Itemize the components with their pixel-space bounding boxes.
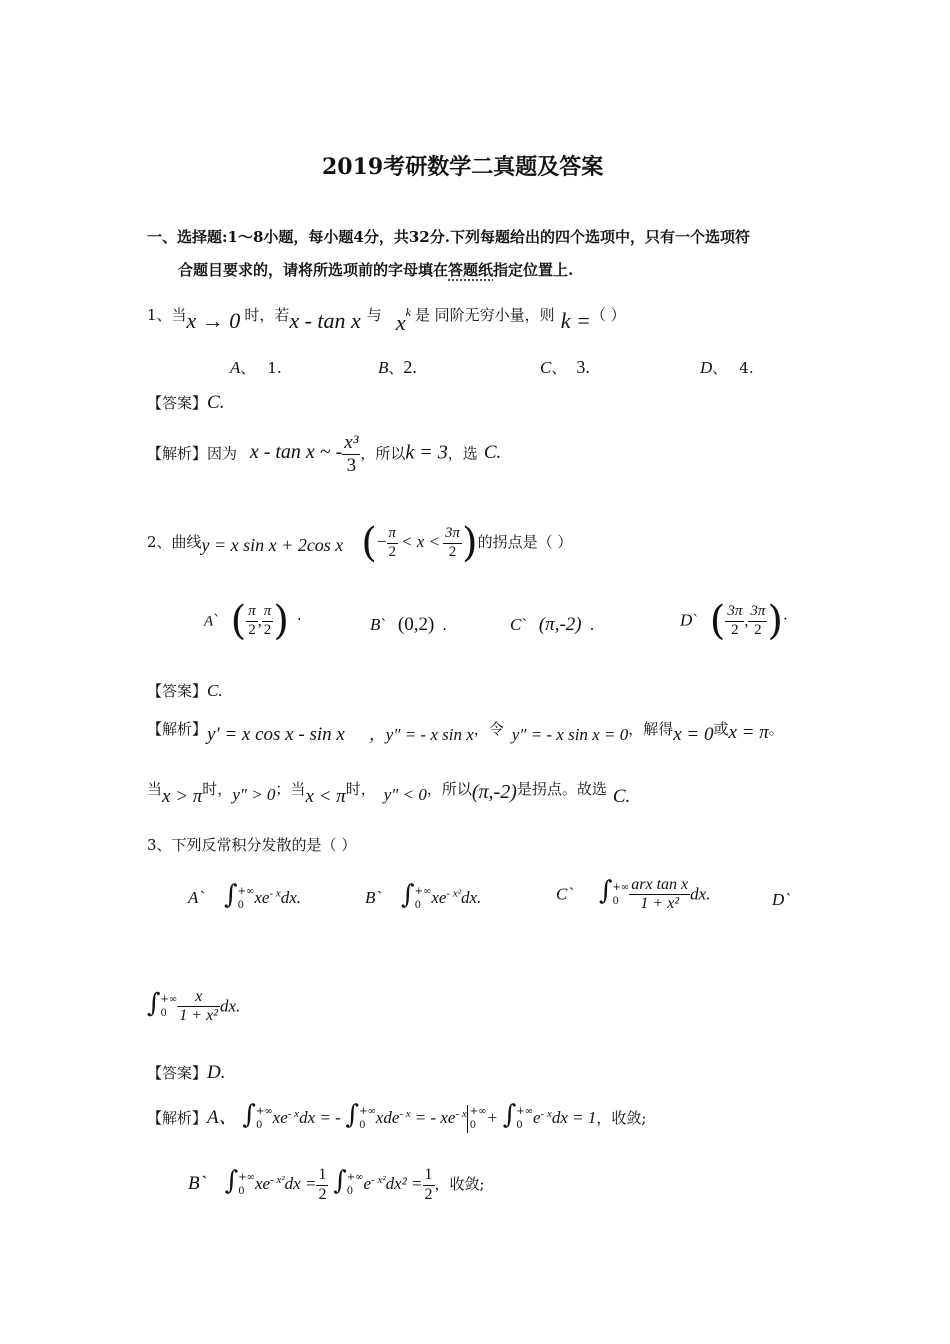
q3-analysis-b-num2: 1 bbox=[423, 1166, 435, 1185]
q2-option-c-dot: . bbox=[589, 616, 595, 634]
q1-analysis-num: x³ bbox=[344, 432, 359, 453]
q3-analysis-b-num1: 1 bbox=[316, 1166, 328, 1185]
q2-analysis-b-t4: 时， bbox=[345, 780, 376, 798]
q3-option-d-upper: +∞ bbox=[160, 993, 178, 1005]
q3-option-d-label-wrap bbox=[772, 890, 790, 910]
q2-option-d-dot: . bbox=[783, 605, 788, 624]
q2-stem bbox=[147, 520, 572, 566]
q3-analysis-a-p1: xe bbox=[272, 1108, 288, 1127]
q2-option-a-comma: , bbox=[257, 612, 262, 630]
q1-xk-base: x bbox=[395, 310, 406, 335]
q3-option-a-sup: - x bbox=[269, 887, 281, 900]
q3-analysis-a-lims3 bbox=[516, 1105, 533, 1133]
q3-analysis-b-lims2 bbox=[347, 1171, 364, 1199]
q3-option-b-lower: 0 bbox=[414, 899, 421, 911]
q3-analysis-b-p4: dx² = bbox=[385, 1174, 423, 1193]
q3-analysis-b bbox=[188, 1166, 485, 1204]
q2-option-d-sep: ` bbox=[692, 611, 700, 630]
q2-option-c-sep: ` bbox=[521, 616, 529, 634]
q3-analysis-a-upper2: +∞ bbox=[359, 1106, 376, 1117]
q3-stem: 3、下列反常积分发散的是（ ） bbox=[147, 836, 357, 854]
q2-analysis-e1: y′ = x cos x - sin x bbox=[207, 724, 345, 745]
instr-text-a: 合题目要求的，请将所选项前的字母填在 bbox=[178, 261, 449, 279]
q3-analysis-b-frac1 bbox=[316, 1166, 328, 1204]
q3-option-d-integral: ∫ bbox=[147, 988, 161, 1019]
q3-analysis-a-lower1: 0 bbox=[255, 1120, 263, 1131]
q3-option-d-label: D` bbox=[772, 890, 790, 909]
q3-option-c-num: arx tan x bbox=[629, 876, 690, 895]
q3-analysis-a-lims1 bbox=[256, 1105, 273, 1133]
q1-analysis-text3: ，选 bbox=[447, 444, 478, 463]
q3-option-c-lower: 0 bbox=[612, 895, 619, 907]
q3-analysis-a-upper3: +∞ bbox=[516, 1106, 533, 1117]
q2-analysis-t3: 或 bbox=[713, 720, 729, 738]
q3-analysis-b-upper1: +∞ bbox=[238, 1172, 255, 1183]
q2-analysis-b-e3: x < π bbox=[305, 786, 346, 807]
q3-analysis-a-label: A、 bbox=[207, 1107, 238, 1128]
q1-analysis-fraction bbox=[342, 432, 360, 477]
q1-analysis-expr: x - tan x ~ - bbox=[249, 441, 343, 464]
q3-analysis-b-p2: dx = bbox=[284, 1174, 317, 1193]
q3-analysis-a-p2: dx = - bbox=[299, 1108, 341, 1127]
q2-option-d-d2: 2 bbox=[754, 621, 762, 638]
q1-option-d-value: 4. bbox=[739, 359, 754, 377]
q3-analysis-a-text: ，收敛; bbox=[596, 1109, 647, 1127]
q1-option-b bbox=[378, 357, 417, 378]
q2-analysis-line2 bbox=[147, 778, 630, 808]
q3-analysis-a-s1: - x bbox=[287, 1108, 300, 1120]
q1-xk-exp: k bbox=[405, 305, 411, 319]
q1-option-a-value: 1. bbox=[267, 359, 282, 377]
q3-option-a-integral: ∫ bbox=[224, 880, 238, 910]
q3-analysis-a-s4: - x bbox=[455, 1108, 467, 1120]
q2-answer-value: C. bbox=[207, 681, 223, 700]
q2-option-b-letter: B bbox=[370, 615, 381, 634]
q3-option-b bbox=[365, 880, 481, 913]
q3-answer-label: 【答案】 bbox=[147, 1064, 208, 1082]
q1-option-b-sep: 、 bbox=[388, 359, 404, 377]
q2-analysis-e4: x = 0 bbox=[673, 724, 714, 745]
q3-analysis-b-upper2: +∞ bbox=[346, 1172, 364, 1183]
q1-analysis-answer: C. bbox=[483, 442, 502, 464]
q3-option-c-upper: +∞ bbox=[612, 881, 630, 893]
q2-option-a-lparen: ( bbox=[230, 598, 247, 644]
q3-analysis-a-p6: e bbox=[532, 1108, 541, 1127]
q2-range-lparen: ( bbox=[361, 520, 377, 566]
q3-analysis-a-s6: - x bbox=[540, 1108, 552, 1120]
q2-text1: 的拐点是（ ） bbox=[477, 533, 573, 551]
q3-option-b-limits bbox=[415, 885, 432, 913]
q2-option-b-sep: ` bbox=[380, 616, 388, 634]
q3-analysis-a-eval bbox=[467, 1105, 487, 1133]
q2-analysis-e5: x = π bbox=[728, 722, 769, 743]
q1-option-c bbox=[540, 357, 590, 378]
q2-analysis-e2: ，y″ = - x sin x bbox=[368, 725, 474, 744]
q2-option-c bbox=[510, 614, 594, 636]
q3-analysis-b-lims1 bbox=[238, 1171, 255, 1199]
q2-range-mid: < x < bbox=[401, 532, 441, 551]
q2-option-c-value: (π,-2) bbox=[538, 614, 582, 635]
q1-option-c-letter: C bbox=[540, 358, 552, 377]
q3-option-b-sup: - x² bbox=[446, 887, 461, 900]
q1-option-c-sep: 、 bbox=[551, 359, 567, 377]
q3-analysis-b-s3: - x² bbox=[371, 1174, 386, 1186]
q3-analysis-b-p3: e bbox=[363, 1174, 372, 1193]
q1-k-expr: k = bbox=[560, 308, 591, 333]
q2-range-minus: − bbox=[376, 532, 387, 551]
q1-analysis-k: k = 3 bbox=[405, 441, 448, 464]
q1-option-a-letter: A bbox=[230, 358, 241, 377]
q2-range-num1: π bbox=[387, 525, 399, 543]
q2-option-b-value: (0,2) bbox=[397, 614, 435, 635]
q2-option-a-rparen: ) bbox=[273, 598, 289, 644]
q3-analysis-a-int2: ∫ bbox=[345, 1100, 360, 1130]
q2-option-b-dot: . bbox=[442, 616, 448, 634]
q2-range-frac1 bbox=[387, 525, 399, 561]
q2-option-d-n1: 3π bbox=[725, 603, 744, 621]
section-instructions-line2 bbox=[178, 259, 573, 280]
q2-option-d-comma: , bbox=[744, 612, 749, 630]
q1-expr: x - tan x bbox=[289, 308, 361, 333]
q1-condition: x → 0 bbox=[186, 308, 241, 333]
q2-analysis-label: 【解析】 bbox=[147, 720, 208, 738]
q2-option-d-d1: 2 bbox=[731, 621, 739, 638]
q2-range-den1: 2 bbox=[388, 543, 396, 560]
q2-option-d-frac1 bbox=[725, 603, 744, 639]
q3-option-b-label: B` bbox=[365, 888, 382, 907]
q3-analysis-b-p1: xe bbox=[254, 1174, 271, 1193]
q3-option-b-body: xe bbox=[431, 888, 447, 907]
q3-answer-value: D. bbox=[207, 1062, 226, 1083]
q1-number: 1、当 bbox=[147, 306, 187, 324]
q3-option-b-upper: +∞ bbox=[414, 885, 432, 897]
q3-option-a-body: xe bbox=[254, 888, 270, 907]
q1-text2: 与 bbox=[366, 306, 382, 324]
q3-answer bbox=[147, 1062, 226, 1084]
q2-option-a-n1: π bbox=[246, 603, 258, 621]
q3-analysis-b-s1: - x² bbox=[270, 1174, 285, 1186]
q3-option-c bbox=[556, 876, 710, 914]
q2-analysis-b-t3: ；当 bbox=[275, 780, 306, 798]
q2-option-d-lparen: ( bbox=[709, 598, 726, 644]
q3-analysis-b-int1: ∫ bbox=[224, 1166, 239, 1196]
q3-option-d-frac bbox=[177, 988, 220, 1026]
q2-option-d-n2: 3π bbox=[748, 603, 767, 621]
q3-option-b-integral: ∫ bbox=[401, 880, 415, 910]
q3-analysis-a-p3: xde bbox=[375, 1108, 400, 1127]
q1-analysis-den: 3 bbox=[346, 454, 357, 476]
q3-analysis-a-int3: ∫ bbox=[502, 1100, 517, 1130]
q2-option-a-n2: π bbox=[262, 603, 274, 621]
q3-option-a-lower: 0 bbox=[237, 899, 244, 911]
q2-analysis-t4: 。 bbox=[768, 720, 784, 738]
q2-analysis-line1 bbox=[147, 718, 784, 746]
q2-option-d bbox=[680, 598, 788, 644]
q2-option-d-letter: D bbox=[680, 610, 693, 630]
q2-range bbox=[361, 520, 478, 566]
q3-analysis-b-label: B` bbox=[188, 1173, 206, 1194]
q2-option-c-letter: C bbox=[510, 615, 522, 634]
q2-range-den2: 2 bbox=[448, 543, 457, 560]
q1-xk bbox=[395, 305, 411, 335]
q1-text1: 时，若 bbox=[244, 306, 290, 324]
q1-option-b-value: 2. bbox=[403, 357, 417, 377]
q3-analysis-a-eval-upper: +∞ bbox=[469, 1106, 487, 1117]
q3-analysis-b-frac2 bbox=[423, 1166, 435, 1204]
q2-range-rparen: ) bbox=[462, 520, 478, 566]
q2-option-a-letter: A bbox=[204, 613, 214, 630]
q2-analysis-b-answer: C. bbox=[612, 786, 631, 807]
q2-analysis-b-e1: x > π bbox=[162, 786, 203, 807]
q3-analysis-a-eval-lower: 0 bbox=[469, 1120, 477, 1131]
q3-option-d-limits bbox=[161, 993, 178, 1021]
q2-analysis-e3: y″ = - x sin x = 0 bbox=[511, 725, 629, 744]
q2-range-frac2 bbox=[443, 525, 462, 561]
q1-analysis-label: 【解析】 bbox=[147, 444, 208, 463]
q3-analysis-a-lower3: 0 bbox=[516, 1120, 523, 1131]
q3-option-d-tail: dx. bbox=[219, 996, 241, 1016]
q1-option-c-value: 3. bbox=[576, 357, 590, 377]
q3-analysis-label: 【解析】 bbox=[147, 1109, 208, 1127]
q1-option-d-sep: 、 bbox=[712, 359, 728, 377]
q3-analysis-a-upper1: +∞ bbox=[255, 1106, 273, 1117]
q1-option-b-letter: B bbox=[378, 358, 389, 377]
q3-analysis-a-int1: ∫ bbox=[242, 1100, 256, 1130]
q3-analysis-b-int2: ∫ bbox=[333, 1166, 347, 1196]
q3-analysis-b-den2: 2 bbox=[424, 1185, 433, 1203]
q3-option-a-upper: +∞ bbox=[237, 885, 255, 897]
q2-analysis-b-t5: ，所以 bbox=[426, 780, 472, 798]
section-instructions-line1: 一、选择题:1～8小题，每小题4分，共32分.下列每题给出的四个选项中，只有一个选项符 bbox=[147, 228, 750, 246]
q1-option-d bbox=[700, 357, 754, 378]
q2-option-d-rparen: ) bbox=[767, 598, 784, 644]
q2-analysis-t2: ，解得 bbox=[628, 720, 674, 738]
q3-option-c-integral: ∫ bbox=[599, 876, 613, 907]
q2-analysis-b-e2: y″ > 0 bbox=[232, 785, 276, 804]
q3-option-c-frac bbox=[629, 876, 690, 914]
q2-option-d-frac2 bbox=[748, 603, 767, 639]
q1-analysis-text2: ，所以 bbox=[360, 444, 406, 463]
q2-curve: y = x sin x + 2cos x bbox=[201, 535, 344, 555]
page-title: 2019考研数学二真题及答案 bbox=[322, 154, 604, 180]
q3-analysis-a-lims2 bbox=[359, 1105, 376, 1133]
q1-option-a bbox=[230, 357, 282, 378]
q2-option-a-sep: ` bbox=[213, 611, 221, 630]
q3-option-a-label: A` bbox=[188, 888, 205, 907]
q3-analysis-b-lower1: 0 bbox=[238, 1186, 245, 1197]
q2-option-a-d2: 2 bbox=[263, 621, 272, 638]
q2-analysis-b-t2: 时， bbox=[202, 780, 233, 798]
q1-analysis bbox=[147, 432, 501, 477]
q3-option-d-den: 1 + x² bbox=[179, 1007, 218, 1025]
q2-answer-label: 【答案】 bbox=[147, 682, 208, 700]
q1-answer-label: 【答案】 bbox=[147, 394, 208, 412]
q1-stem bbox=[147, 304, 626, 336]
q1-answer bbox=[147, 392, 224, 414]
q2-option-a-frac2 bbox=[262, 603, 274, 639]
q1-analysis-text1: 因为 bbox=[207, 444, 238, 463]
q3-analysis-a-s3: - x bbox=[399, 1108, 411, 1120]
q3-option-d-num: x bbox=[177, 988, 220, 1007]
q1-option-d-letter: D bbox=[700, 358, 713, 377]
q3-analysis-b-lower2: 0 bbox=[346, 1186, 354, 1197]
q1-paren: （ ） bbox=[590, 306, 626, 324]
q3-analysis-a-p7: dx = 1 bbox=[551, 1108, 597, 1127]
q2-option-a-d1: 2 bbox=[248, 621, 256, 638]
q2-number: 2、曲线 bbox=[147, 533, 202, 551]
q3-option-a bbox=[188, 880, 301, 913]
q2-answer bbox=[147, 680, 223, 701]
q3-analysis-a-lower2: 0 bbox=[359, 1120, 366, 1131]
q3-option-a-tail: dx. bbox=[280, 888, 301, 907]
q3-option-c-den: 1 + x² bbox=[640, 895, 680, 913]
instr-text-c: 指定位置上. bbox=[493, 261, 574, 279]
q1-answer-value: C. bbox=[207, 392, 225, 413]
q1-option-a-sep: 、 bbox=[240, 359, 256, 377]
q3-analysis-a bbox=[147, 1100, 646, 1133]
q2-analysis-b-t1: 当 bbox=[147, 780, 163, 798]
q2-option-b bbox=[370, 614, 447, 636]
q3-option-d-lower: 0 bbox=[160, 1007, 167, 1019]
q2-option-a-frac1 bbox=[246, 603, 258, 639]
q3-analysis-a-p4: = - xe bbox=[414, 1108, 456, 1127]
q3-option-c-tail: dx. bbox=[690, 884, 711, 904]
q3-option-c-label: C` bbox=[556, 884, 573, 904]
q2-analysis-b-e4: y″ < 0 bbox=[383, 785, 427, 804]
q1-text3: 是 同阶无穷小量，则 bbox=[414, 306, 555, 324]
instr-text-answer-sheet: 答题纸 bbox=[448, 261, 494, 279]
q3-analysis-b-den1: 2 bbox=[318, 1185, 327, 1203]
q3-analysis-b-text: ，收敛; bbox=[434, 1175, 485, 1193]
q3-option-b-tail: dx. bbox=[461, 888, 482, 907]
q3-option-c-limits bbox=[613, 881, 630, 909]
q3-analysis-a-p5: + bbox=[486, 1108, 498, 1127]
q2-analysis-t1: ，令 bbox=[473, 720, 504, 738]
q3-option-d bbox=[147, 988, 240, 1026]
q2-option-a-dot: . bbox=[296, 605, 302, 624]
q2-analysis-b-t6: 是拐点。故选 bbox=[516, 780, 607, 798]
q2-analysis-b-e5: (π,-2) bbox=[471, 781, 517, 803]
q3-option-a-limits bbox=[238, 885, 255, 913]
q2-range-num2: 3π bbox=[443, 525, 462, 543]
q2-option-a bbox=[204, 598, 302, 644]
